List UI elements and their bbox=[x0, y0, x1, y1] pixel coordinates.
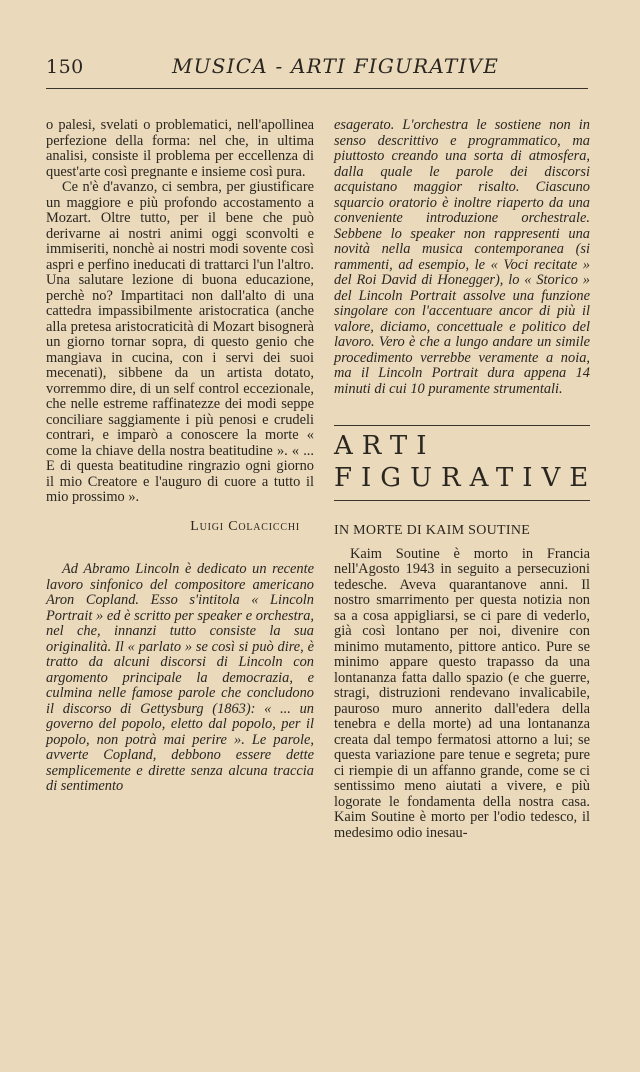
paragraph-1: o palesi, svelati o problematici, nell'apollinea perfezione della forma: nel che, in ultima analisi, consiste il problema per eccellenza di quest'arte così pregnante e insieme così pura. bbox=[46, 117, 314, 180]
article-title: IN MORTE DI KAIM SOUTINE bbox=[334, 523, 531, 538]
lincoln-note: Ad Abramo Lincoln è dedicato un recente lavoro sinfonico del compositore americano Aron Copland. Esso s'intitola « Lincoln Portrait » ed è scritto per speaker e orchestra, nel che, innanzi tutto consiste la sua originalità. Il « parlato » se così si può dire, è tratto da alcuni discorsi di Lincoln con argomento principale la democrazia, e culmina nelle famose parole che concludono il discorso di Gettysburg (1863): « ... un governo del popolo, eletto dal popolo, per il popolo, non potrà mai perire ». Le parole, avverte Copland, debbono essere dette semplicemente e dirette senza alcuna traccia di sentimento bbox=[46, 561, 314, 794]
header-rule bbox=[46, 88, 588, 89]
lincoln-note-continued: esagerato. L'orchestra le sostiene non in senso descrittivo e programmatico, ma piuttosto creando una sorta di atmosfera, dalla quale le parole dei discorsi acquistano maggior risalto. Ciascuno squarcio oratorio è inoltre riaperto da una conveniente introduzione orchestrale. Sebbene lo speaker non rappresenti una novità nella musica contemporanea (si rammenti, ad esempio, le « Voci recitate » del Roi David di Honegger), lo « Storico » del Lincoln Portrait assolve una funzione singolare con l'accentuare ancor di più il valore, diciamo, concettuale e politico del lavoro. Vero è che a lungo andare un simile procedimento verrebbe veramente a noia, ma il Lincoln Portrait dura appena 14 minuti di cui 10 puramente strumentali. bbox=[334, 117, 590, 397]
section-rule-bottom bbox=[334, 500, 590, 501]
article-text: Kaim Soutine è morto in Francia nell'Agosto 1943 in seguito a persecuzioni tedesche. Aveva quarantanove anni. Il nostro smarrimento per questa notizia non sa a cosa appigliarsi, se ci pare di vederlo, già così lontano per noi, divenire con minimo mutamento, pittore antico. Pure se minimo appare questo trapasso da una lontananza fatta dallo spazio (e che guerre, stragi, distruzioni rendevano invalicabile, pauroso muro annerito dall'edera della tenebra e della morte) ad una lontananza creata dal tempo fermatosi attorno a lui; se questa variazione pare tenue e segreta; pure ci riempie di un affanno grande, come se ci sentissimo meno aiutati a vivere, e più logorate le fondamenta della nostra casa. Kaim Soutine è morto per l'odio tedesco, il medesimo odio inesau- bbox=[334, 545, 590, 841]
section-title bbox=[334, 426, 598, 494]
section-title-line-2: FIGURATIVE bbox=[334, 463, 598, 493]
page-number: 150 bbox=[46, 56, 84, 78]
left-column bbox=[46, 118, 314, 795]
running-head: MUSICA - ARTI FIGURATIVE bbox=[172, 54, 500, 78]
section-title-line-1: ARTI bbox=[334, 431, 436, 461]
paragraph-2: Ce n'è d'avanzo, ci sembra, per giustificare un maggiore e più profondo accostamento a Mozart. Oltre tutto, per il bene che può derivarne ai nostri animi oggi sconvolti e immiseriti, nonchè ai nostri modi sovente così aspri e perfino ineducati di trattarci l'un l'altro. Una salutare lezione di buona educazione, perchè no? Impartitaci non dall'alto di una cattedra impassibilmente aristocratica (anche alla pretesa aristocraticità di Mozart bisognerà un giorno tornar sopra, di questo genio che mangiava in cucina, con i servi dei suoi mecenati), sibbene da un artista dotato, vorremmo dire, di un self control eccezionale, che nelle estreme raffinatezze dei modi seppe conciliare saggiamente i più penosi e crudeli contrari, e imparò a conoscere la morte « come la chiave della nostra beatitudine ». « ... E di questa beatitudine ringrazio ogni giorno il mio Creatore e l'auguro di cuore a tutto il mio prossimo ». bbox=[46, 179, 314, 505]
author-signature: Luigi Colacicchi bbox=[190, 518, 300, 534]
right-column bbox=[334, 117, 598, 841]
